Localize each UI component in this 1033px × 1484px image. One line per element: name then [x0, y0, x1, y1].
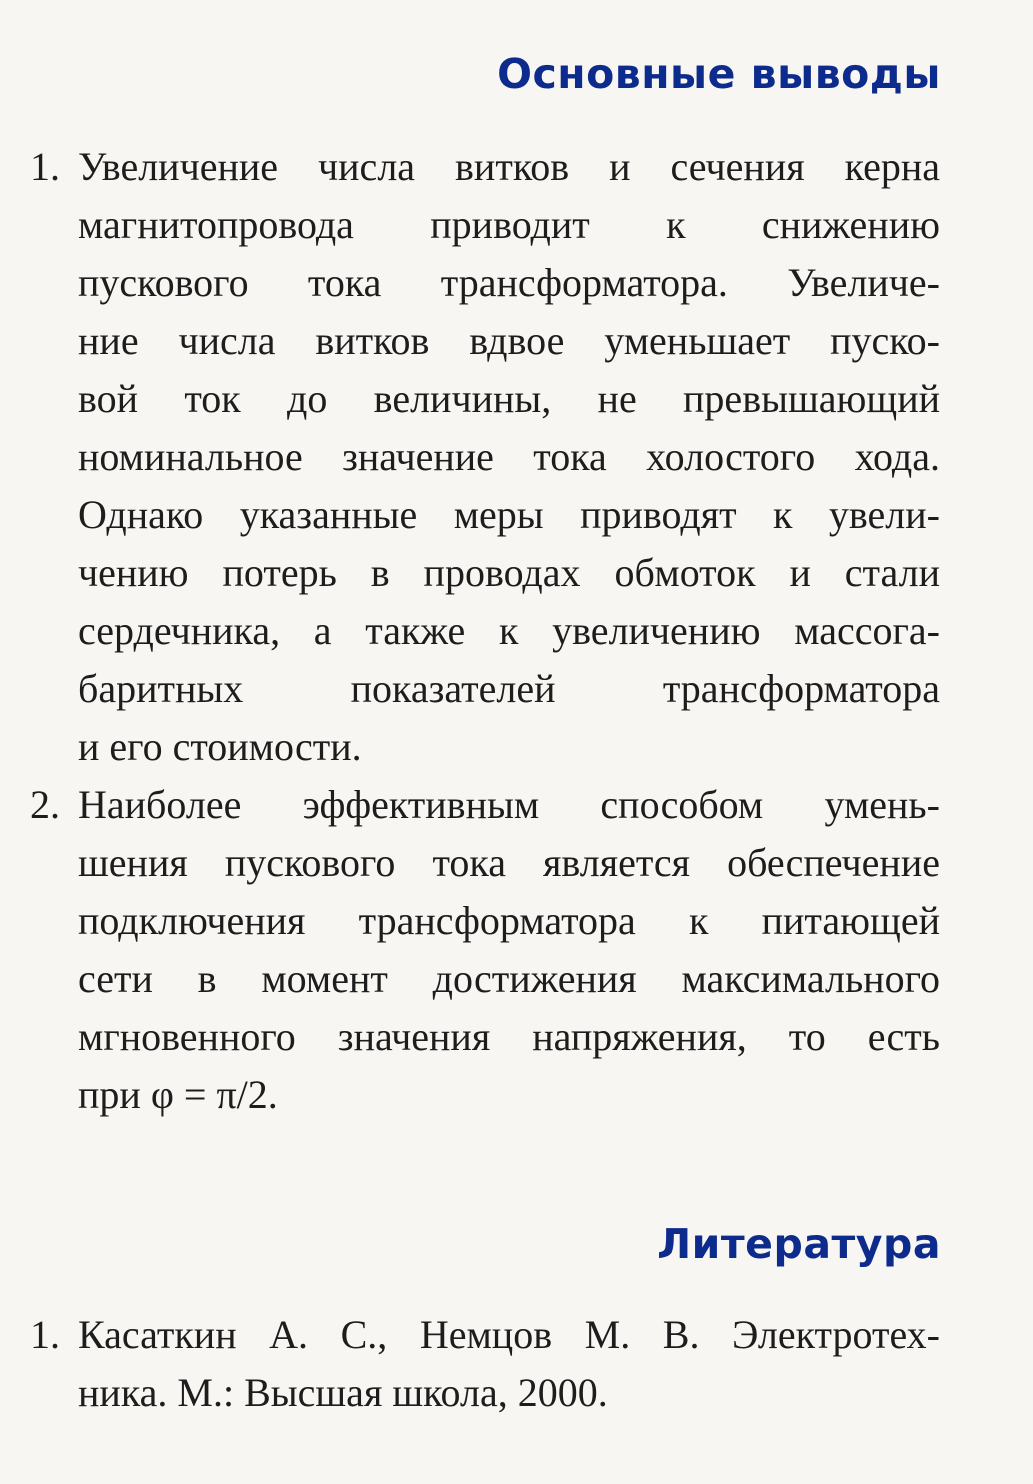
list-item-text	[78, 1306, 940, 1422]
text-line: сети в момент достижения максимального	[78, 956, 940, 1001]
conclusion-item-1	[0, 138, 1033, 776]
text-line: Наиболее эффективным способом умень-	[78, 782, 940, 827]
literature-list	[0, 1306, 1033, 1422]
conclusions-heading: Основные выводы	[497, 50, 941, 98]
text-line: мгновенного значения напряжения, то есть	[78, 1014, 940, 1059]
literature-heading: Литература	[657, 1220, 941, 1268]
list-item-number: 1.	[30, 144, 60, 189]
conclusions-list	[0, 138, 1033, 1124]
text-line: Однако указанные меры приводят к увели-	[78, 492, 940, 537]
text-line: ника. М.: Высшая школа, 2000.	[78, 1370, 608, 1415]
list-item-text	[78, 776, 940, 1124]
text-line: пускового тока трансформатора. Увеличе-	[78, 260, 940, 305]
text-line: номинальное значение тока холостого хода.	[78, 434, 940, 479]
text-line: подключения трансформатора к питающей	[78, 898, 940, 943]
list-item-text	[78, 138, 940, 776]
reference-item-1	[0, 1306, 1033, 1422]
text-line: магнитопровода приводит к снижению	[78, 202, 940, 247]
text-line: ние числа витков вдвое уменьшает пуско-	[78, 318, 940, 363]
text-line: Увеличение числа витков и сечения керна	[78, 144, 940, 189]
list-item-number: 1.	[30, 1312, 60, 1357]
text-line: сердечника, а также к увеличению массога-	[78, 608, 940, 653]
text-line: шения пускового тока является обеспечение	[78, 840, 940, 885]
text-line: Касаткин А. С., Немцов М. В. Электротех-	[78, 1312, 940, 1357]
text-line: чению потерь в проводах обмоток и стали	[78, 550, 940, 595]
text-line: вой ток до величины, не превышающий	[78, 376, 940, 421]
text-line: при φ = π/2.	[78, 1072, 278, 1117]
list-item-number: 2.	[30, 782, 60, 827]
text-line: и его стоимости.	[78, 724, 362, 769]
text-line: баритных показателей трансформатора	[78, 666, 940, 711]
conclusion-item-2	[0, 776, 1033, 1124]
